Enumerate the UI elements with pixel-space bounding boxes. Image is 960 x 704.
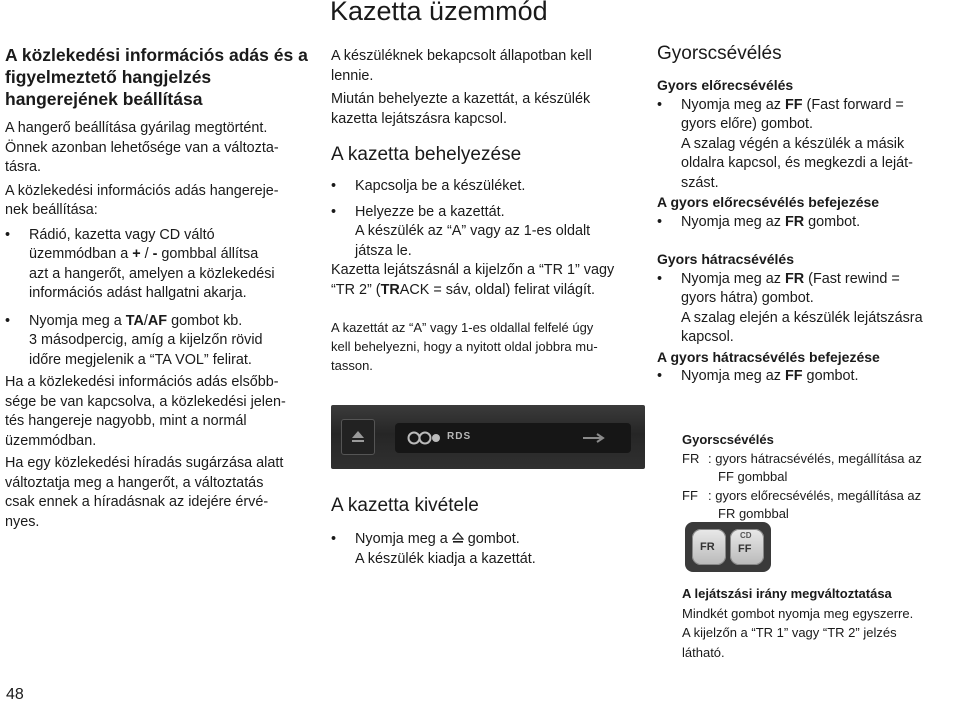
- legend-text: FR gombbal: [718, 506, 789, 521]
- ff-key: FF: [784, 96, 803, 113]
- text-line: A közlekedési információs adás hangereje-: [5, 182, 279, 199]
- ff-button-label: FF: [738, 543, 752, 555]
- bullet-icon: •: [657, 96, 663, 113]
- text-line: [331, 281, 645, 301]
- text-fragment: Nyomja meg az: [681, 96, 785, 113]
- cassette-icon: [407, 431, 441, 445]
- text-fragment: gombot kb.: [167, 312, 243, 329]
- eject-section: [331, 494, 645, 569]
- fr-button: [692, 529, 726, 565]
- ta-key: TA: [125, 312, 144, 329]
- text-line: Rádió, kazetta vagy CD váltó: [29, 226, 215, 243]
- text-line: [29, 245, 309, 265]
- text-fragment: Nyomja meg az: [681, 213, 785, 230]
- bullet-icon: •: [331, 203, 337, 220]
- legend-text: FF gombbal: [718, 469, 788, 484]
- legend-key: FR: [682, 450, 700, 466]
- text-fragment: /: [143, 312, 148, 329]
- subheading-fr-stop: A gyors hátracsévélés befejezése: [657, 348, 880, 365]
- radio-faceplate-image: [331, 405, 645, 469]
- text-line: Helyezze be a kazettát.: [355, 203, 505, 220]
- text-fragment: gombot.: [463, 531, 520, 547]
- text-line: Kazetta lejátszásnál a kijelzőn a “TR 1” vagy: [331, 262, 615, 278]
- text-line: Ha egy közlekedési híradás sugárzása alatt: [5, 455, 284, 471]
- text-line: tés hangereje nagyobb, mint a normál: [5, 413, 247, 429]
- page-title: Kazetta üzemmód: [330, 0, 548, 26]
- text-fragment: /: [140, 246, 153, 262]
- winding-legend: [682, 431, 956, 524]
- text-line: [29, 312, 309, 332]
- bullet-item: [331, 177, 645, 197]
- text-line: A szalag elején a készülék lejátszásra: [681, 309, 923, 326]
- text-line: kapcsol.: [681, 329, 734, 345]
- text-line: Önnek azonban lehetősége van a változta-: [5, 139, 279, 156]
- bullet-icon: •: [331, 178, 337, 194]
- text-fragment: (Fast rewind =: [804, 270, 900, 287]
- text-line: A kijelzőn a “TR 1” vagy “TR 2” jelzés: [682, 625, 897, 640]
- text-line: lennie.: [331, 67, 374, 84]
- track-key: TR: [380, 281, 400, 298]
- legend-title: Gyorscsévélés: [682, 432, 774, 447]
- middle-column: [331, 47, 645, 375]
- text-line: tásra.: [5, 159, 41, 175]
- legend-row-ff: [682, 487, 956, 524]
- eject-button: [341, 419, 375, 455]
- text-line: játsza le.: [355, 242, 412, 259]
- ff-button: [730, 529, 764, 565]
- legend-key: FF: [682, 487, 698, 503]
- bullet-item: [657, 96, 955, 194]
- section-heading-winding: Gyorscsévélés: [657, 43, 782, 64]
- eject-icon: [452, 532, 464, 544]
- text-line: azt a hangerőt, amelyen a közlekedési: [29, 265, 275, 282]
- text-line: üzemmódban.: [5, 432, 97, 449]
- text-line: 3 másodpercig, amíg a kijelzőn rövid: [29, 332, 263, 348]
- text-fragment: “TR 2” (: [331, 281, 381, 298]
- direction-section: [682, 584, 956, 662]
- bullet-icon: •: [657, 368, 663, 384]
- text-fragment: Nyomja meg az: [681, 270, 785, 287]
- text-line: A szalag végén a készülék a másik: [681, 135, 905, 152]
- legend-text: : gyors hátracsévélés, megállítása az: [708, 450, 922, 466]
- text-fragment: gombot.: [804, 213, 861, 230]
- section-heading-volume: A közlekedési információs adás és a figyelmeztető hangjelzés hangerejének beállítása: [5, 45, 308, 109]
- fr-key: FR: [784, 213, 805, 230]
- section-heading-insert: A kazetta behelyezése: [331, 144, 522, 165]
- bullet-icon: •: [657, 213, 663, 230]
- text-line: gyors hátra) gombot.: [681, 290, 814, 306]
- text-fragment: gombbal állítsa: [157, 246, 259, 262]
- fr-button-label: FR: [700, 541, 715, 553]
- text-fragment: Nyomja meg az: [681, 368, 785, 384]
- display-text: RDS: [447, 431, 472, 442]
- cassette-slot: [395, 423, 631, 453]
- subheading-ff-stop: A gyors előrecsévélés befejezése: [657, 194, 880, 210]
- text-line: nyes.: [5, 513, 40, 530]
- bullet-item: [331, 203, 645, 262]
- text-line: változtatja meg a hangerőt, a változtatás: [5, 474, 264, 491]
- text-line: A hangerő beállítása gyárilag megtörtént.: [5, 120, 268, 136]
- text-line: látható.: [682, 644, 725, 660]
- text-line: A készülék az “A” vagy az 1-es oldalt: [355, 223, 591, 239]
- subheading-fast-forward: Gyors előrecsévélés: [657, 77, 794, 93]
- af-key: AF: [147, 312, 168, 329]
- text-line: sége be van kapcsolva, a közlekedési jelen-: [5, 393, 286, 410]
- text-fragment: ACK = sáv, oldal) felirat világít.: [399, 281, 596, 298]
- bullet-icon: •: [657, 270, 663, 287]
- text-fragment: üzemmódban a: [29, 246, 133, 262]
- text-line: időre megjelenik a “TA VOL” felirat.: [29, 351, 252, 368]
- text-line: szást.: [681, 174, 719, 191]
- text-fragment: Nyomja meg a: [355, 531, 452, 547]
- text-line: információs adást hallgatni akarja.: [29, 285, 247, 301]
- ff-key: FF: [784, 368, 803, 384]
- right-column: [657, 42, 955, 387]
- cd-button-label: CD: [740, 531, 752, 540]
- text-fragment: (Fast forward =: [802, 96, 904, 113]
- legend-row-fr: [682, 450, 956, 487]
- text-line: Miután behelyezte a kazettát, a készülék: [331, 91, 591, 107]
- bullet-item: [657, 367, 955, 387]
- minus-key: -: [152, 246, 158, 262]
- legend-text: : gyors előrecsévélés, megállítása az: [708, 487, 922, 503]
- note-line: A kazettát az “A” vagy 1-es oldallal felfelé úgy: [331, 320, 594, 335]
- text-fragment: Nyomja meg a: [29, 312, 126, 329]
- section-heading-eject: A kazetta kivétele: [331, 495, 479, 516]
- bullet-icon: •: [5, 226, 11, 243]
- text-line: [681, 213, 955, 233]
- bullet-item: [5, 312, 309, 371]
- text-line: Mindkét gombot nyomja meg egyszerre.: [682, 605, 914, 621]
- text-line: [681, 270, 955, 290]
- text-line: A készüléknek bekapcsolt állapotban kell: [331, 48, 592, 64]
- plus-key: +: [132, 246, 141, 262]
- text-line: [681, 367, 955, 387]
- left-column: [5, 44, 309, 532]
- bullet-item: [5, 226, 309, 304]
- subheading-rewind: Gyors hátracsévélés: [657, 251, 794, 267]
- eject-icon: [351, 430, 365, 444]
- text-line: [355, 530, 645, 550]
- bullet-item: [657, 213, 955, 233]
- note-line: kell behelyezni, hogy a nyitott oldal jobbra mu-: [331, 339, 598, 354]
- text-line: A készülék kiadja a kazettát.: [355, 550, 536, 567]
- ff-fr-buttons-image: [685, 522, 771, 572]
- bullet-item: [657, 270, 955, 348]
- bullet-icon: •: [331, 531, 337, 547]
- text-line: Kapcsolja be a készüléket.: [355, 178, 526, 194]
- page-number: 48: [6, 686, 24, 703]
- bullet-item: [331, 530, 645, 569]
- text-line: oldalra kapcsol, és megkezdi a leját-: [681, 155, 913, 171]
- text-line: nek beállítása:: [5, 202, 98, 218]
- text-line: csak ennek a híradásnak az idejére érvé-: [5, 494, 269, 510]
- direction-title: A lejátszási irány megváltoztatása: [682, 586, 892, 601]
- text-line: gyors előre) gombot.: [681, 116, 813, 132]
- text-line: Ha a közlekedési információs adás elsőbb-: [5, 374, 279, 390]
- text-fragment: gombot.: [802, 368, 859, 384]
- bullet-icon: •: [5, 312, 11, 329]
- arrow-icon: [581, 433, 609, 443]
- fr-key: FR: [784, 270, 805, 287]
- text-line: [681, 96, 955, 116]
- note-line: tasson.: [331, 358, 373, 373]
- text-line: kazetta lejátszásra kapcsol.: [331, 110, 507, 127]
